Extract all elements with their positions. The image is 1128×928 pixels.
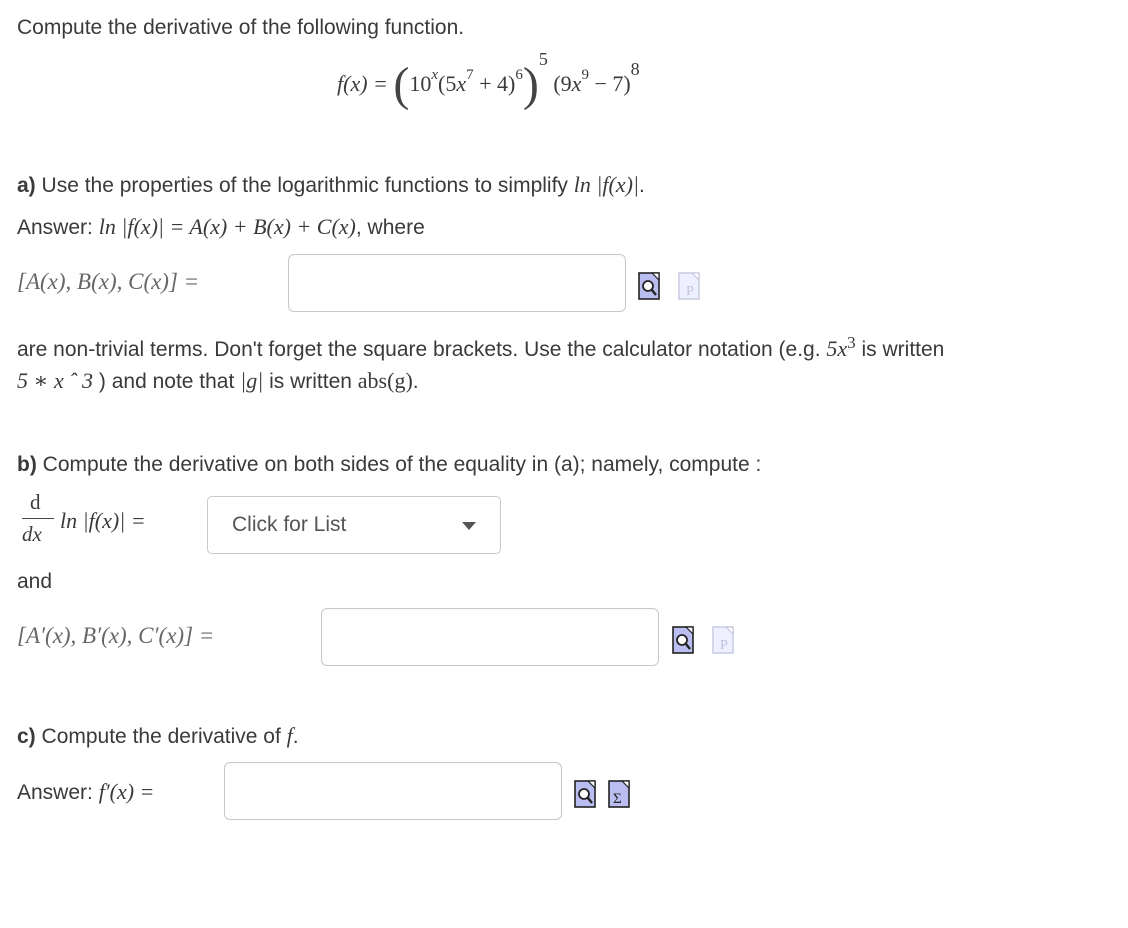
formula-x-exp: x: [431, 66, 439, 83]
part-c-answer-math: f′(x) =: [98, 779, 155, 804]
formula-outer-exp: 5: [538, 48, 548, 69]
part-a-note1: are non-trivial terms. Don't forget the square brackets. Use the calculator notation (e.g.: [17, 338, 827, 361]
part-c-text: Compute the derivative of: [35, 725, 287, 748]
formula-inner-open: (5: [438, 71, 457, 96]
derivative-dropdown[interactable]: [207, 496, 501, 554]
formula-exp8: 8: [630, 58, 640, 79]
dropdown-value: Click for List: [232, 513, 347, 536]
parser-help-icon[interactable]: [712, 624, 736, 654]
formula-base1: 10: [409, 71, 432, 96]
function-formula: [337, 48, 640, 111]
preview-icon[interactable]: [574, 778, 598, 808]
part-a-note2-math: 5 ∗ x ˆ 3: [17, 368, 94, 393]
part-a-note-exp: 3: [847, 333, 856, 352]
svg-text:Σ: Σ: [613, 791, 622, 807]
part-a-note-math: 5x: [826, 336, 848, 361]
part-a-answer-input[interactable]: [288, 254, 626, 312]
formula-big-paren-close: ): [522, 58, 539, 111]
part-b-answer-input[interactable]: [321, 608, 659, 666]
part-c-prompt: [17, 723, 299, 749]
preview-icon[interactable]: [638, 270, 662, 300]
formula-minus7: − 7): [588, 71, 631, 96]
and-text: and: [17, 570, 53, 593]
part-a-label: a): [17, 174, 36, 197]
frac-bar: [22, 518, 54, 519]
formula-exp9: 9: [581, 66, 589, 83]
part-a-note2-abs-fn: abs(g): [357, 368, 413, 393]
part-a-answer-suffix: , where: [355, 216, 425, 239]
part-c-answer-line: [17, 779, 154, 805]
formula-second-var: x: [571, 71, 582, 96]
part-a-note2-abs: |g|: [240, 368, 264, 393]
preview-icon[interactable]: [672, 624, 696, 654]
part-c-period: .: [292, 725, 299, 748]
part-b-text: Compute the derivative on both sides of the equality in (a); namely, compute :: [36, 453, 762, 476]
formula-exp6: 6: [515, 66, 523, 83]
part-c-answer-input[interactable]: [224, 762, 562, 820]
part-b-label: b): [17, 453, 37, 476]
part-a-note-line1: [17, 333, 944, 362]
intro-text: Compute the derivative of the following function.: [17, 16, 465, 39]
part-a-note2-text: ) and note that: [93, 370, 241, 393]
part-c-answer-prefix: Answer:: [17, 781, 99, 804]
frac-denominator: dx: [22, 522, 42, 546]
part-c-fn: f: [286, 723, 293, 748]
part-a-note1-end: is written: [855, 338, 945, 361]
part-a-answer-math: ln |f(x)| = A(x) + B(x) + C(x): [98, 214, 356, 239]
chevron-down-icon: [462, 522, 476, 530]
formula-second-open: (9: [553, 71, 572, 96]
svg-text:P: P: [720, 638, 728, 653]
part-a-text: Use the properties of the logarithmic functions to simplify: [35, 174, 574, 197]
formula-inner-var: x: [456, 71, 467, 96]
part-a-prompt: [17, 172, 645, 198]
part-a-answer-prefix: Answer:: [17, 216, 99, 239]
part-b-prompt: [17, 453, 761, 477]
formula-big-paren-open: (: [393, 58, 410, 111]
part-a-note-line2: [17, 368, 419, 394]
formula-plus4: + 4): [473, 71, 516, 96]
part-a-note2-text2: is written: [263, 370, 358, 393]
part-a-period: .: [639, 174, 645, 197]
part-b-input-label: [A′(x), B′(x), C′(x)] =: [17, 623, 215, 648]
frac-numerator: d: [30, 490, 41, 514]
part-c-label: c): [17, 725, 36, 748]
formula-lhs: f(x) =: [337, 71, 388, 96]
part-a-ln-expr: ln |f(x)|: [573, 172, 640, 197]
part-a-input-label: [A(x), B(x), C(x)] =: [17, 269, 200, 294]
parser-help-icon[interactable]: [678, 270, 702, 300]
part-b-ln-expr: ln |f(x)| =: [60, 508, 146, 533]
part-a-answer-line: [17, 214, 425, 240]
svg-text:P: P: [686, 284, 694, 299]
part-a-note2-end: .: [412, 370, 419, 393]
formula-exp7: 7: [466, 66, 474, 83]
sigma-help-icon[interactable]: [608, 778, 632, 808]
